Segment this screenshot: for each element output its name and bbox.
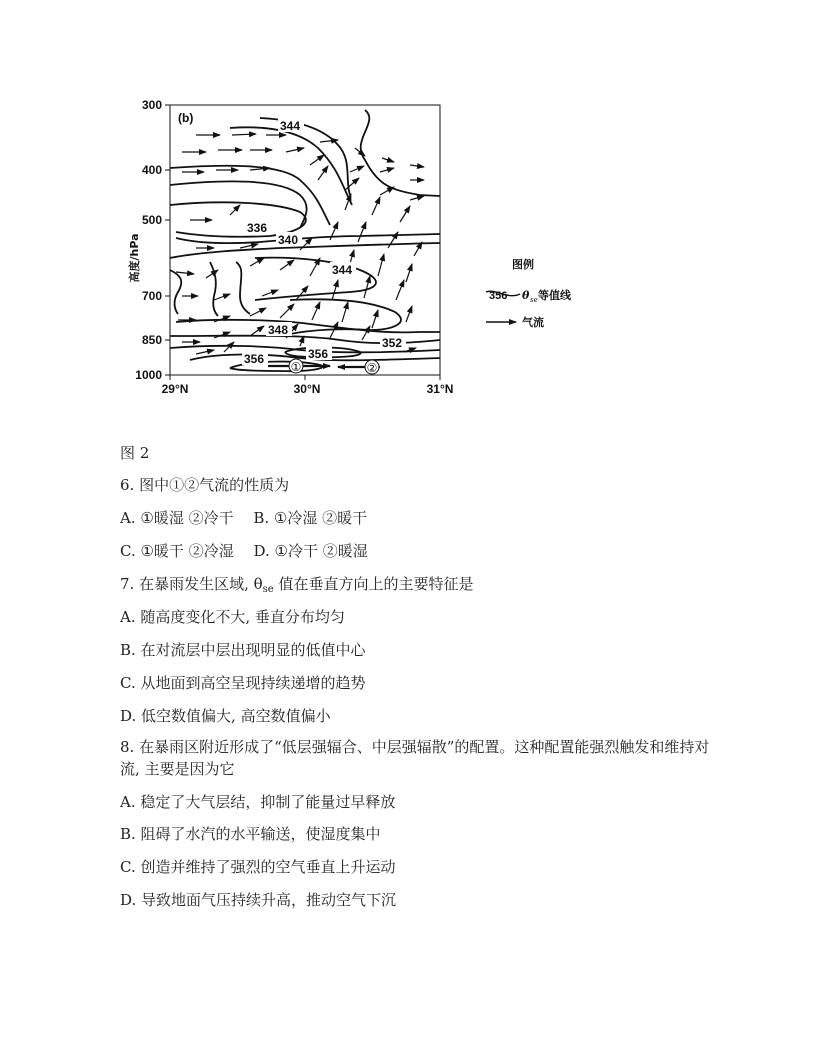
contour-label-344-mid: 344: [332, 263, 353, 277]
legend-theta-sub: se: [530, 296, 538, 304]
airflow-vector: [318, 166, 328, 180]
airflow-vector: [250, 326, 264, 336]
contour-label-352: 352: [382, 336, 403, 350]
airflow-vector: [400, 206, 410, 222]
question-6-stem: 6. 图中①②气流的性质为: [120, 476, 290, 494]
airflow-vector: [406, 264, 412, 282]
airflow-vector: [358, 222, 366, 242]
legend-contour-sample-value: 356: [489, 290, 508, 302]
theta-se-contours: [170, 110, 440, 371]
legend-airflow-label: 气流: [522, 316, 544, 329]
question-7-stem-prefix: 7. 在暴雨发生区域, θ: [120, 575, 263, 593]
airflow-vector: [262, 290, 278, 296]
y-tick-850: 850: [141, 333, 162, 347]
plot-frame: [170, 105, 440, 375]
airflow-vector: [176, 272, 194, 274]
airflow-vector: [372, 310, 378, 328]
airflow-vector: [410, 165, 424, 167]
question-6-options-row-1: A. ①暖湿 ②冷干 B. ①冷湿 ②暖干: [120, 509, 368, 527]
airflow-vector: [350, 166, 364, 172]
cross-section-figure: [0, 0, 816, 420]
airflow-vector: [396, 280, 404, 300]
airflow-vector: [342, 302, 348, 322]
contour-label-356-left: 356: [244, 352, 265, 366]
airflow-vector: [250, 258, 264, 266]
y-tick-400: 400: [141, 163, 162, 177]
airflow-vector: [410, 196, 424, 200]
airflow-vector: [224, 342, 234, 352]
question-7-stem-suffix: 值在垂直方向上的主要特征是: [273, 575, 474, 593]
airflow-vector: [362, 326, 370, 340]
airflow-vector: [380, 168, 394, 172]
y-tick-700: 700: [141, 289, 162, 303]
airflow-vector: [230, 205, 240, 215]
question-7-option-a: A. 随高度变化不大, 垂直分布均匀: [120, 608, 345, 626]
question-8-option-a: A. 稳定了大气层结，抑制了能量过早释放: [120, 793, 396, 811]
airflow-vector: [286, 148, 304, 152]
airflow-vector: [378, 254, 384, 276]
marker-1: ①: [290, 360, 302, 374]
contour-label-356-right: 356: [308, 347, 329, 361]
airflow-vector: [250, 308, 266, 316]
panel-label: (b): [178, 111, 194, 125]
contour-label-344-top: 344: [280, 119, 301, 133]
question-8-option-b: B. 阻碍了水汽的水平输送，使湿度集中: [120, 825, 381, 843]
airflow-vector: [280, 260, 294, 270]
question-7-option-b: B. 在对流层中层出现明显的低值中心: [120, 641, 366, 659]
question-8-option-c: C. 创造并维持了强烈的空气垂直上升运动: [120, 858, 396, 876]
contour-label-336: 336: [247, 221, 268, 235]
airflow-vector: [380, 187, 394, 195]
question-8-option-d: D. 导致地面气压持续升高，推动空气下沉: [120, 891, 397, 909]
airflow-vector: [332, 280, 338, 300]
y-axis-label: 高度/hPa: [128, 233, 141, 283]
question-7-stem-sub: se: [262, 584, 274, 595]
airflow-vector: [372, 197, 380, 215]
question-7-option-d: D. 低空数值偏大, 高空数值偏小: [120, 707, 331, 725]
airflow-vector: [312, 302, 320, 320]
airflow-vector: [382, 158, 394, 162]
contour-label-340: 340: [278, 233, 299, 247]
airflow-vector: [280, 304, 294, 318]
y-tick-500: 500: [141, 213, 162, 227]
airflow-vector: [206, 270, 218, 278]
question-6-options-row-2: C. ①暖干 ②冷湿 D. ①冷干 ②暖湿: [120, 542, 368, 560]
airflow-vector: [364, 276, 370, 298]
airflow-vector: [406, 306, 412, 322]
question-7-option-c: C. 从地面到高空呈现持续递增的趋势: [120, 674, 366, 692]
x-tick-29n: 29°N: [161, 382, 189, 396]
airflow-vector: [310, 155, 324, 165]
airflow-vector: [214, 294, 230, 300]
question-8-stem: 8. 在暴雨区附近形成了“低层强辐合、中层强辐散”的配置。这种配置能强烈触发和维持对流, 主要是因为它: [120, 738, 710, 778]
airflow-vector: [240, 244, 258, 248]
airflow-vector: [196, 350, 214, 354]
y-tick-300: 300: [141, 98, 162, 112]
legend-theta: θ: [522, 289, 530, 302]
legend: [486, 257, 572, 329]
airflow-vector: [232, 134, 256, 135]
x-tick-31n: 31°N: [426, 382, 454, 396]
legend-title: 图例: [512, 258, 534, 271]
x-tick-30n: 30°N: [293, 382, 321, 396]
question-7-stem: [120, 573, 474, 601]
airflow-vector: [296, 286, 308, 300]
figure-caption: 图 2: [120, 444, 150, 462]
marker-2: ②: [366, 361, 378, 375]
y-tick-1000: 1000: [135, 368, 162, 382]
contour-label-348: 348: [268, 323, 289, 337]
marked-airflows: [268, 366, 380, 367]
legend-contour-label: 等值线: [538, 289, 571, 302]
